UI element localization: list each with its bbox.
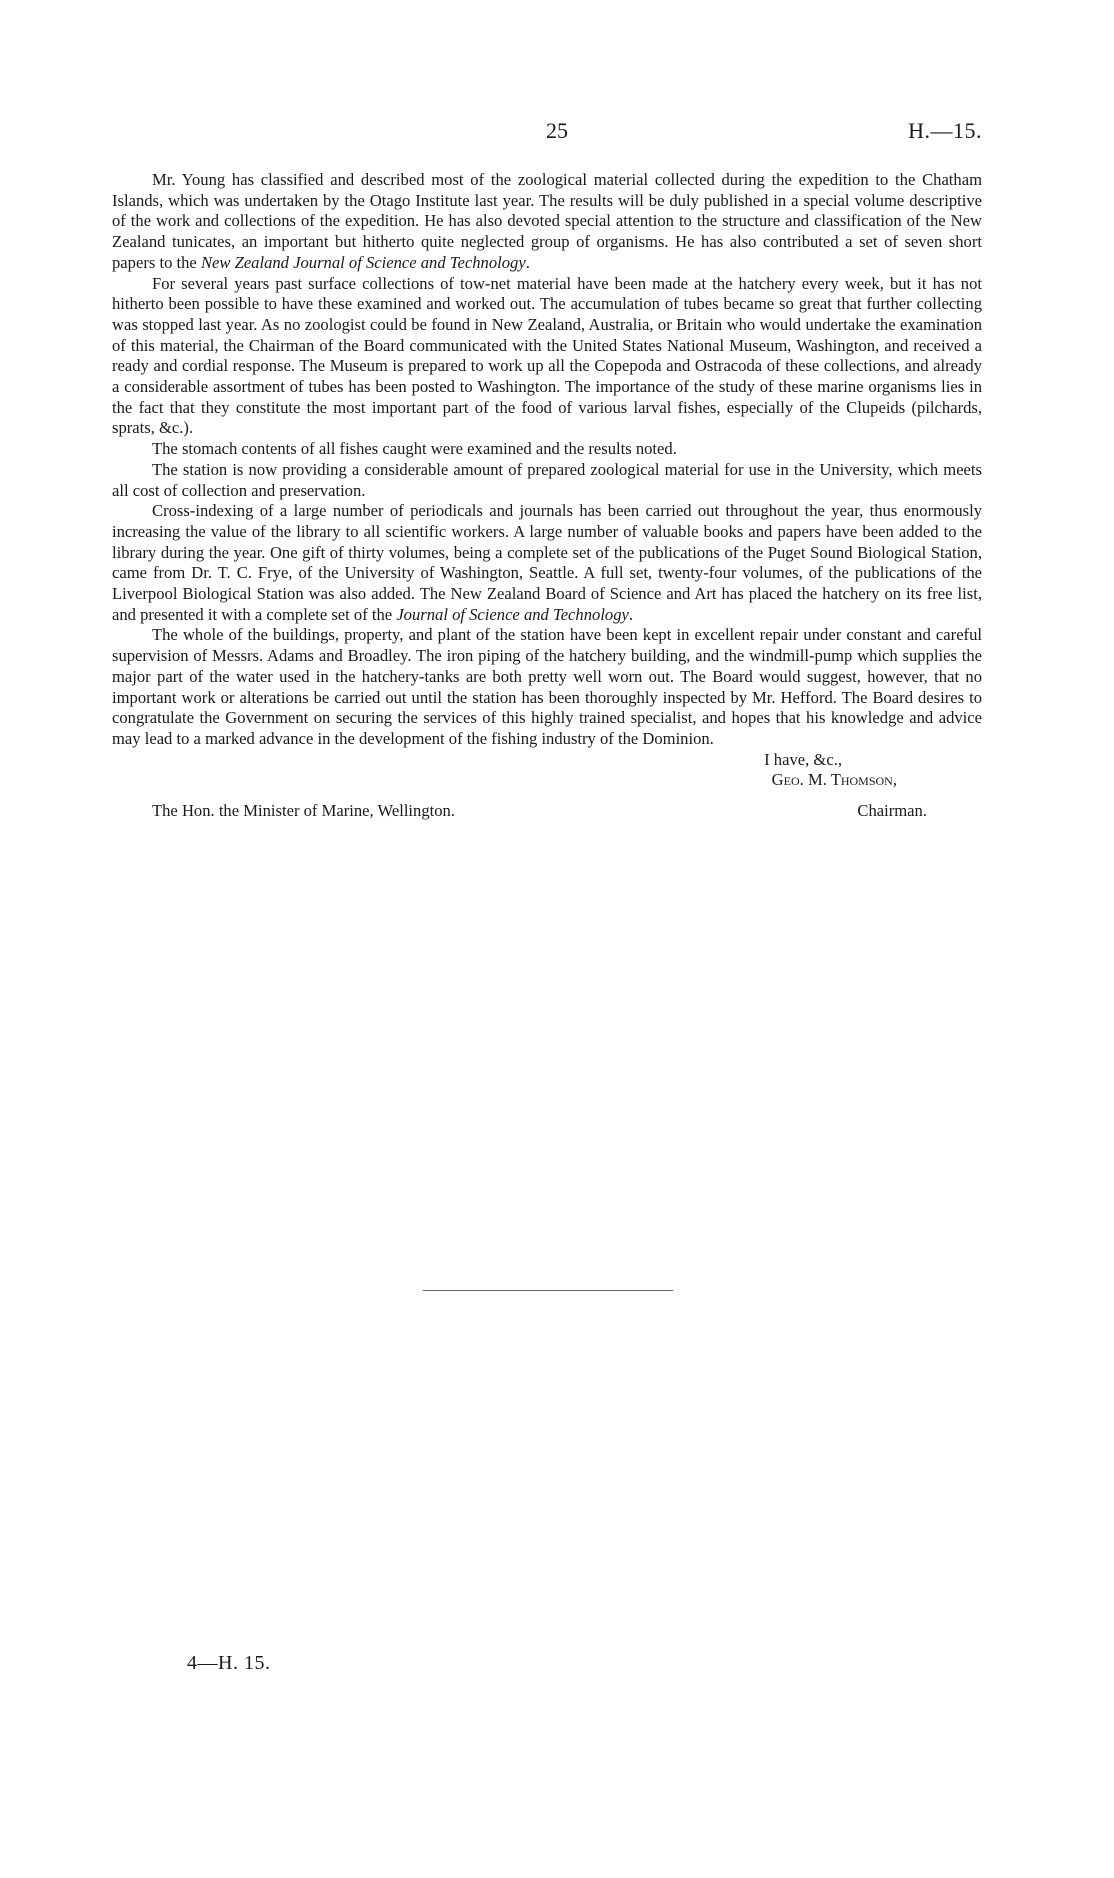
paragraphs xyxy=(112,170,982,750)
paragraph xyxy=(112,439,982,460)
report-body xyxy=(112,170,982,822)
addressee-line xyxy=(112,801,982,822)
paragraph-text: The station is now providing a considerable amount of prepared zoological material for use in the University, which meets all cost of collection and preservation. xyxy=(112,459,982,500)
paragraph xyxy=(112,501,982,625)
italic-title: New Zealand Journal of Science and Technology xyxy=(200,252,526,272)
signatory: Geo. M. Thomson, xyxy=(771,770,897,790)
closing-line xyxy=(112,750,982,771)
italic-title: Journal of Science and Technology xyxy=(396,604,629,624)
footer-reference: 4—H. 15. xyxy=(187,1652,271,1674)
page-number: 25 xyxy=(546,118,568,143)
paragraph-text: . xyxy=(628,604,634,624)
signatory-title: Chairman. xyxy=(857,801,927,821)
addressee: The Hon. the Minister of Marine, Wellington. xyxy=(152,801,455,821)
paragraph-text: For several years past surface collections of tow-net material have been made at the hatchery every week, but it has not hitherto been possible to have these examined and worked out. The accumulation of tubes became so great that further collecting was stopped last year. As no zoologist could be found in New Zealand, Australia, or Britain who would undertake the examination of this material, the Chairman of the Board communicated with the United States National Museum, Washington, and received a ready and cordial response. The Museum is prepared to work up all the Copepoda and Ostracoda of these collections, and already a considerable assortment of tubes has been posted to Washington. The importance of the study of these marine organisms lies in the fact that they constitute the most important part of the food of various larval fishes, especially of the Clupeids (pilchards, sprats, &c.). xyxy=(112,273,982,438)
paragraph-text: . xyxy=(525,252,530,272)
paragraph-text: The whole of the buildings, property, and plant of the station have been kept in excellent repair under constant and careful supervision of Messrs. Adams and Broadley. The iron piping of the hatchery building, and the windmill-pump which supplies the major part of the water used in the hatchery-tanks are both pretty well worn out. The Board would suggest, however, that no important work or alterations be carried out until the station has been thoroughly inspected by Mr. Hefford. The Board desires to congratulate the Government on securing the services of this highly trained specialist, and hopes that his knowledge and advice may lead to a marked advance in the development of the fishing industry of the Dominion. xyxy=(112,625,982,748)
salutation: I have, &c., xyxy=(764,749,842,769)
paragraph xyxy=(112,274,982,440)
paragraph xyxy=(112,625,982,749)
signatory-name xyxy=(112,770,982,791)
paragraph-text: Cross-indexing of a large number of periodicals and journals has been carried out throughout the year, thus enormously increasing the value of the library to all scientific workers. A large number of valuable books and papers have been added to the library during the year. One gift of thirty volumes, being a complete set of the publications of the Puget Sound Biological Station, came from Dr. T. C. Frye, of the University of Washington, Seattle. A full set, twenty-four volumes, of the publications of the Liverpool Biological Station was also added. The New Zealand Board of Science and Art has placed the hatchery on its free list, and presented it with a complete set of the xyxy=(112,501,982,624)
document-reference: H.—15. xyxy=(908,118,982,143)
separator-rule xyxy=(423,1290,673,1291)
paragraph-text: Mr. Young has classified and described most of the zoological material collected during the expedition to the Chatham Islands, which was undertaken by the Otago Institute last year. The results will be duly published in a special volume descriptive of the work and collections of the expedition. He has also devoted special attention to the structure and classification of the New Zealand tunicates, an important but hitherto quite neglected group of organisms. He has also contributed a set of seven short papers to the xyxy=(112,170,982,272)
paragraph xyxy=(112,460,982,501)
paragraph xyxy=(112,170,982,274)
paragraph-text: The stomach contents of all fishes caught were examined and the results noted. xyxy=(152,439,677,459)
